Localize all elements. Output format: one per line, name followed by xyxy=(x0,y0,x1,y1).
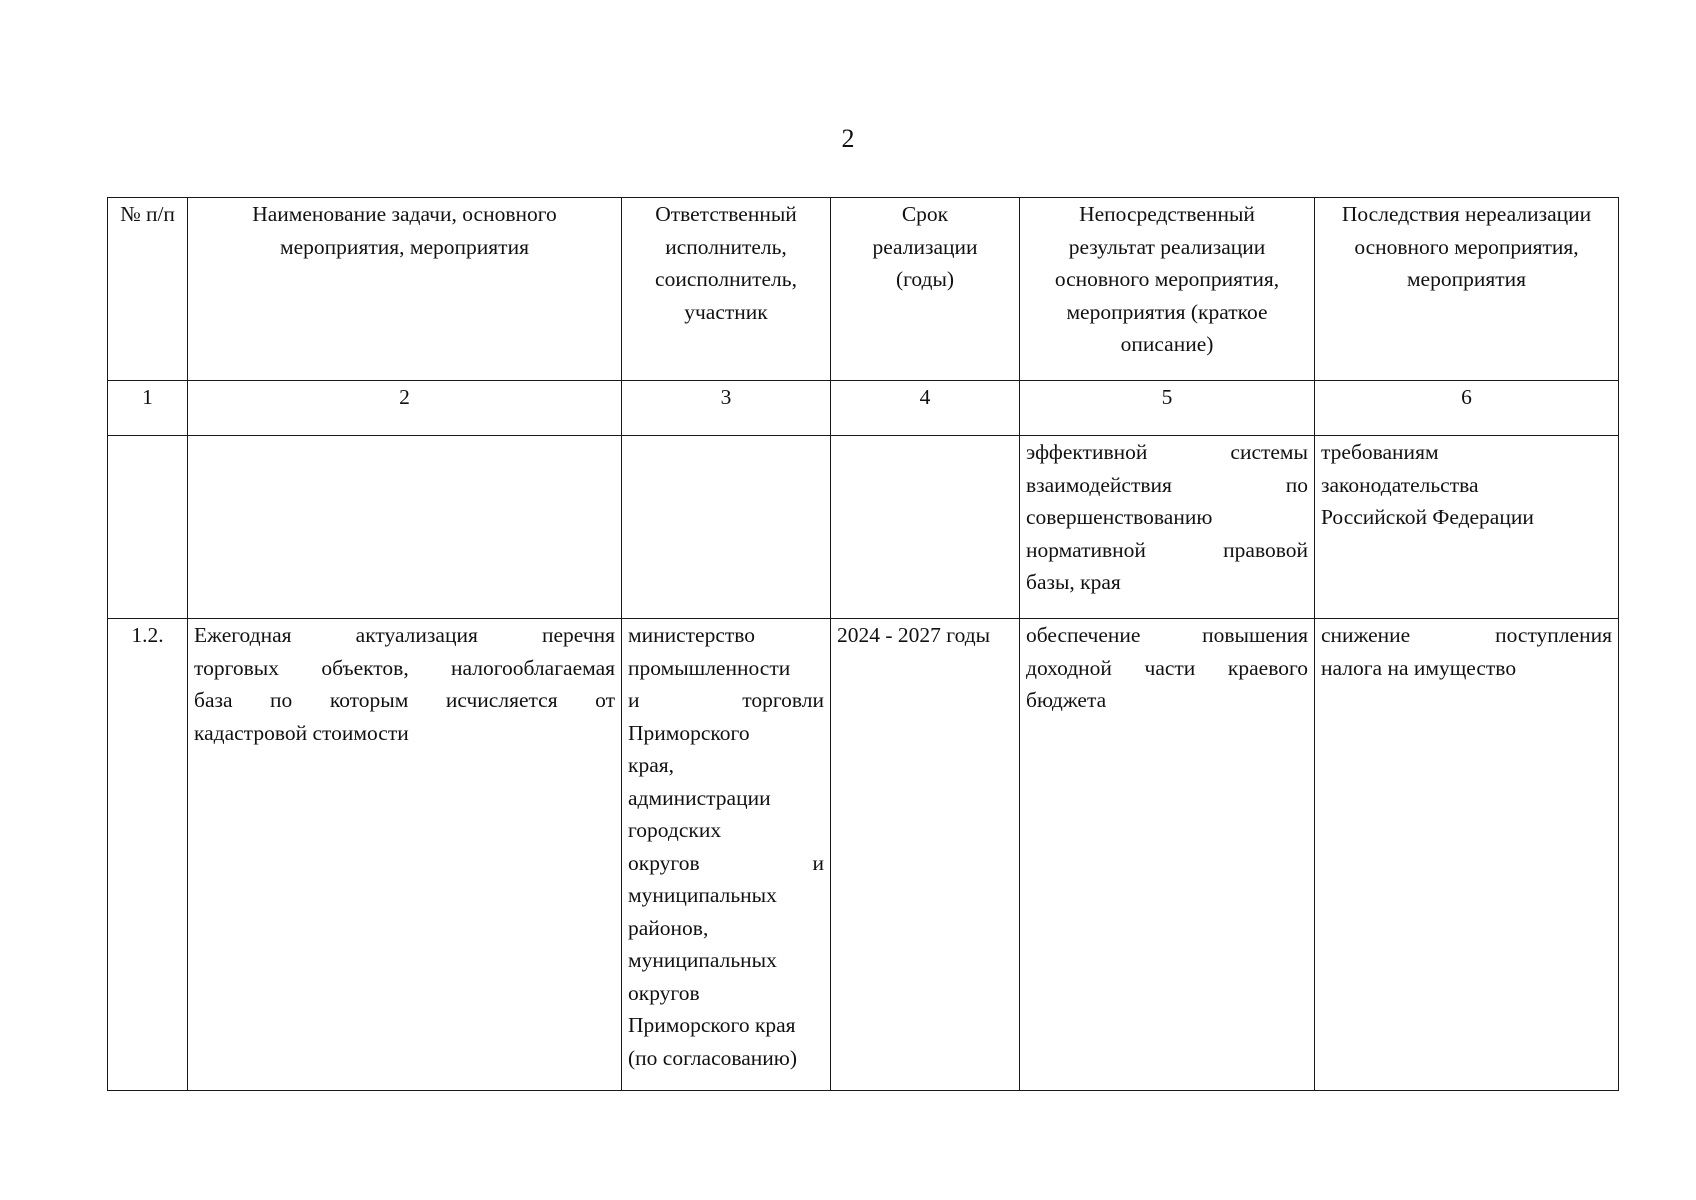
header-number: № п/п xyxy=(108,198,188,381)
continuation-task-cell xyxy=(188,436,622,619)
row-1-2 xyxy=(108,619,1619,1091)
result-line: взаимодействия по xyxy=(1026,472,1308,497)
header-result: Непосредственный результат реализации основного мероприятия, мероприятия (краткое описание) xyxy=(1020,198,1315,381)
responsible-line: округов и xyxy=(628,850,824,875)
result-cell xyxy=(1020,619,1315,1091)
consequence-line: налога на имущество xyxy=(1321,655,1517,680)
consequence-line: законодательства xyxy=(1321,472,1479,497)
header-row xyxy=(108,198,1619,381)
responsible-cell xyxy=(622,619,831,1091)
result-line: нормативной правовой xyxy=(1026,537,1308,562)
continuation-period-cell xyxy=(831,436,1020,619)
responsible-line: Приморского xyxy=(628,720,750,745)
column-number-row xyxy=(108,381,1619,436)
responsible-line: Приморского края xyxy=(628,1013,796,1037)
task-line: торговых объектов, налогооблагаемая xyxy=(194,655,615,680)
task-line: кадастровой стоимости xyxy=(194,720,409,745)
header-period: Срок реализации (годы) xyxy=(831,198,1020,381)
period-cell: 2024 - 2027 годы xyxy=(831,619,1020,1091)
responsible-line: администрации xyxy=(628,785,771,810)
responsible-line: края, xyxy=(628,753,675,777)
result-line: обеспечение повышения xyxy=(1026,623,1308,647)
continuation-result-cell xyxy=(1020,436,1315,619)
header-task-name: Наименование задачи, основного мероприятия, мероприятия xyxy=(188,198,622,381)
column-number: 6 xyxy=(1315,381,1619,436)
continuation-number-cell xyxy=(108,436,188,619)
header-responsible: Ответственный исполнитель, соисполнитель, участник xyxy=(622,198,831,381)
header-consequences: Последствия нереализации основного мероприятия, мероприятия xyxy=(1315,198,1619,381)
responsible-line: округов xyxy=(628,980,700,1005)
measures-table xyxy=(107,197,1619,1091)
responsible-line: муниципальных xyxy=(628,883,777,907)
responsible-line: (по согласованию) xyxy=(628,1045,798,1070)
column-number: 1 xyxy=(108,381,188,436)
page-number: 2 xyxy=(841,124,855,153)
responsible-line: и торговли xyxy=(628,688,824,712)
column-number: 2 xyxy=(188,381,622,436)
continuation-responsible-cell xyxy=(622,436,831,619)
task-cell xyxy=(188,619,622,1091)
result-line: базы, края xyxy=(1026,570,1121,594)
responsible-line: городских xyxy=(628,818,722,842)
result-line: совершенствованию xyxy=(1026,505,1213,529)
continuation-consequence-cell xyxy=(1315,436,1619,619)
result-line: доходной части краевого xyxy=(1026,655,1308,680)
consequence-line: требованиям xyxy=(1321,440,1439,464)
consequence-line: снижение поступления xyxy=(1321,623,1612,647)
column-number: 4 xyxy=(831,381,1020,436)
responsible-line: промышленности xyxy=(628,655,791,680)
consequence-line: Российской Федерации xyxy=(1321,505,1534,529)
continuation-row xyxy=(108,436,1619,619)
responsible-line: районов, xyxy=(628,915,709,940)
consequence-cell xyxy=(1315,619,1619,1091)
task-line: Ежегодная актуализация перечня xyxy=(194,623,615,647)
responsible-line: министерство xyxy=(628,623,756,647)
row-number: 1.2. xyxy=(108,619,188,1091)
result-line: эффективной системы xyxy=(1026,440,1308,464)
result-line: бюджета xyxy=(1026,688,1107,712)
column-number: 3 xyxy=(622,381,831,436)
responsible-line: муниципальных xyxy=(628,948,777,972)
task-line: база по которым исчисляется от xyxy=(194,688,615,712)
column-number: 5 xyxy=(1020,381,1315,436)
